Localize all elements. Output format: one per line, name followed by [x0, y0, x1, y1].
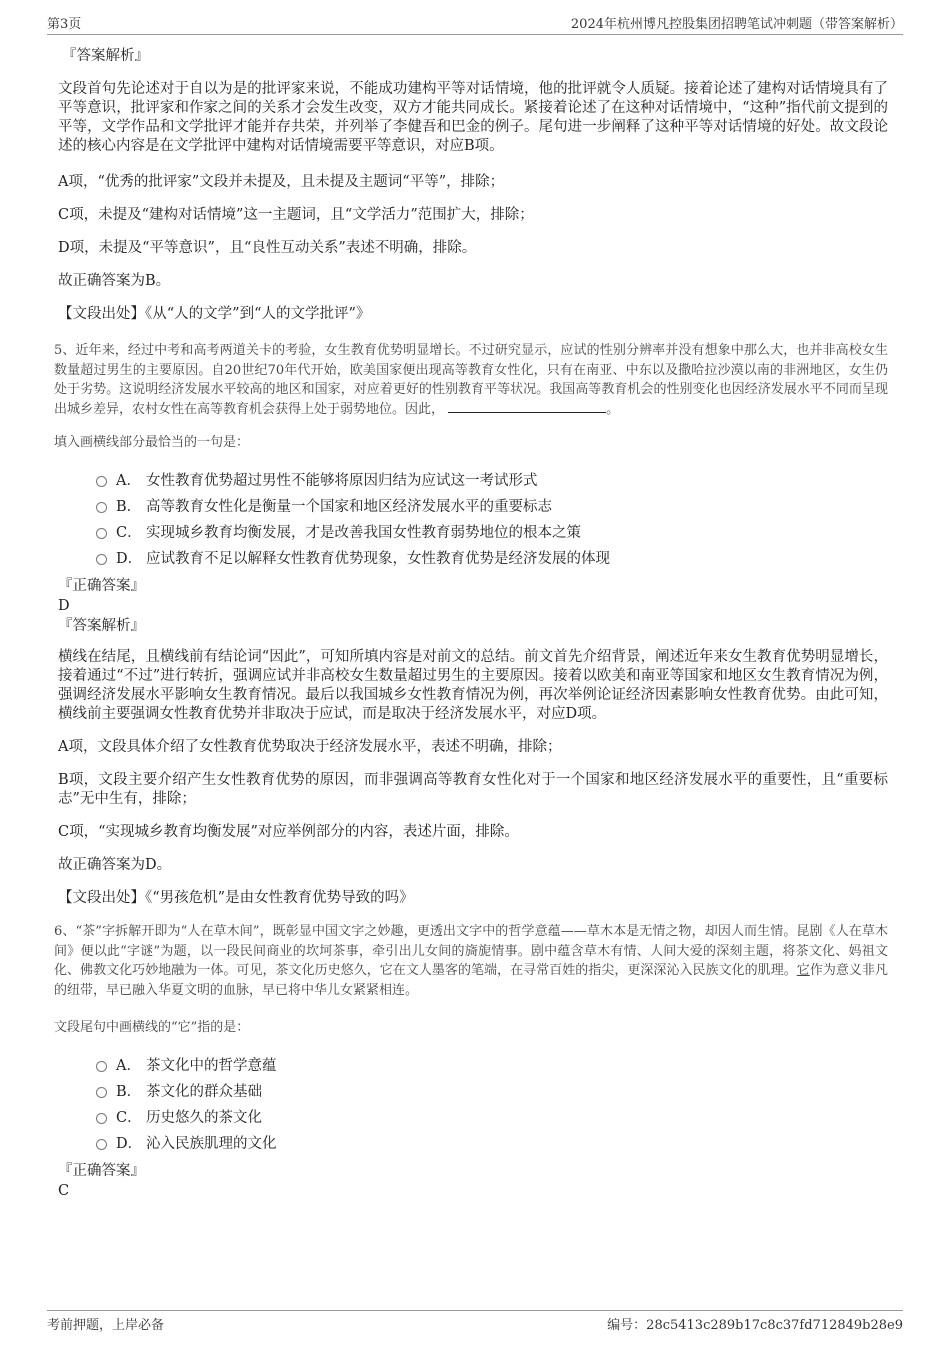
page-footer: [47, 1310, 903, 1333]
q5-stem: 5、近年来，经过中考和高考两道关卡的考验，女生教育优势明显增长。不过研究显示，应试的性别分辨率并没有想象中那么大，也并非高校女生数量超过男生的主要原因。自20世纪70年代开始，欧美国家便出现高等教育女性化，只有在南亚、中东以及撒哈拉沙漠以南的非洲地区，女生仍处于劣势。这说明经济发展水平较高的地区和国家，对应着更好的性别教育平等状况。我国高等教育机会的性别变化也因经济发展水平不同而呈现出城乡差异，农村女性在高等教育机会获得上处于弱势地位。因此， 。: [54, 343, 888, 417]
page-number: 第3页: [47, 17, 82, 32]
q6-options: [58, 1051, 888, 1155]
q4-option-d-explanation: D项，未提及“平等意识”，且“良性互动关系”表述不明确，排除。: [58, 240, 477, 256]
q4-analysis-label: 『答案解析』: [62, 48, 149, 64]
q4-final-answer: 故正确答案为B。: [58, 273, 171, 289]
page-header: [47, 12, 903, 35]
q4-option-c-explanation: C项，未提及“建构对话情境”这一主题词，且“文学活力”范围扩大，排除；: [58, 207, 534, 223]
document-code: 编号：28c5413c289b17c8c37fd712849b28e9: [607, 1318, 903, 1333]
q5-options: [58, 466, 888, 570]
q6-stem: 6、“茶”字拆解开即为“人在草木间”，既彰显中国文字之妙趣，更透出文字中的哲学意蕴——草木本是无情之物，却因人而生情。昆剧《人在草木间》便以此“字谜”为题，以一段民间商业的坎坷茶事，牵引出儿女间的旖旎情事。剧中蕴含草木有情、人间大爱的深刻主题，将茶文化、妈祖文化、佛教文化巧妙地融为一体。可见，茶文化历史悠久，它在文人墨客的笔端，在寻常百姓的指尖，更深深沁入民族文化的肌理。它作为意义非凡的纽带，早已融入华夏文明的血脉，早已将中华儿女紧紧相连。: [54, 924, 888, 998]
q5-analysis-text: 横线在结尾，且横线前有结论词“因此”，可知所填内容是对前文的总结。前文首先介绍背景，阐述近年来女生教育优势明显增长，接着通过“不过”进行转折，强调应试并非高校女生数量超过男生的主要原因。接着以欧美和南亚等国家和地区女生教育情况为例，强调经济发展水平影响女生教育情况。最后以我国城乡女性教育情况为例，再次举例论证经济因素影响女性教育优势。由此可知，横线前主要强调女性教育优势并非取决于应试，而是取决于经济发展水平，对应D项。: [58, 649, 888, 722]
q5-option-a[interactable]: A． 女性教育优势超过男性不能够将原因归结为应试这一考试形式: [96, 466, 888, 492]
radio-icon[interactable]: [96, 1061, 107, 1072]
q4-analysis-text: 文段首句先论述对于自以为是的批评家来说，不能成功建构平等对话情境，他的批评就令人质疑。接着论述了建构对话情境具有了平等意识，批评家和作家之间的关系才会发生改变，双方才能共同成长。紧接着论述了在这种对话情境中，“这种”指代前文提到的平等，文学作品和文学批评才能并存共荣，并列举了李健吾和巴金的例子。尾句进一步阐释了这种平等对话情境的好处。故文段论述的核心内容是在文学批评中建构对话情境需要平等意识，对应B项。: [58, 81, 888, 154]
q6-option-c[interactable]: C． 历史悠久的茶文化: [96, 1103, 888, 1129]
q6-correct-label: 『正确答案』: [58, 1163, 145, 1179]
q5-source: 【文段出处】《“男孩危机”是由女性教育优势导致的吗》: [58, 890, 414, 906]
radio-icon[interactable]: [96, 554, 107, 565]
q5-option-c[interactable]: C． 实现城乡教育均衡发展，才是改善我国女性教育弱势地位的根本之策: [96, 518, 888, 544]
radio-icon[interactable]: [96, 1087, 107, 1098]
radio-icon[interactable]: [96, 476, 107, 487]
q6-underlined-word: 它: [796, 963, 810, 978]
radio-icon[interactable]: [96, 528, 107, 539]
q6-option-d[interactable]: D． 沁入民族肌理的文化: [96, 1129, 888, 1155]
radio-icon[interactable]: [96, 1139, 107, 1150]
footer-slogan: 考前押题，上岸必备: [47, 1318, 165, 1333]
q5-analysis-label: 『答案解析』: [58, 618, 145, 634]
q5-final-answer: 故正确答案为D。: [58, 857, 172, 873]
page-content: [54, 46, 888, 1201]
radio-icon[interactable]: [96, 1113, 107, 1124]
q5-option-b[interactable]: B． 高等教育女性化是衡量一个国家和地区经济发展水平的重要标志: [96, 492, 888, 518]
q6-prompt: 文段尾句中画横线的“它”指的是：: [54, 1020, 250, 1035]
q4-source: 【文段出处】《从“人的文学”到“人的文学批评”》: [58, 306, 371, 322]
q5-option-d[interactable]: D． 应试教育不足以解释女性教育优势现象，女性教育优势是经济发展的体现: [96, 544, 888, 570]
q5-fill-blank: [448, 400, 606, 413]
q5-prompt: 填入画横线部分最恰当的一句是：: [54, 435, 250, 450]
q5-option-c-explanation: C项，“实现城乡教育均衡发展”对应举例部分的内容，表述片面，排除。: [58, 824, 519, 840]
q6-option-b[interactable]: B． 茶文化的群众基础: [96, 1077, 888, 1103]
document-title: 2024年杭州博凡控股集团招聘笔试冲刺题（带答案解析）: [570, 17, 903, 32]
q6-correct-answer: C: [58, 1183, 70, 1199]
q5-option-a-explanation: A项，文段具体介绍了女性教育优势取决于经济发展水平，表述不明确，排除；: [58, 739, 562, 755]
q5-correct-answer: D: [58, 598, 70, 614]
q6-option-a[interactable]: A． 茶文化中的哲学意蕴: [96, 1051, 888, 1077]
radio-icon[interactable]: [96, 502, 107, 513]
q4-option-a-explanation: A项，“优秀的批评家”文段并未提及，且未提及主题词“平等”，排除；: [58, 174, 505, 190]
q5-correct-label: 『正确答案』: [58, 578, 145, 594]
q5-option-b-explanation: B项，文段主要介绍产生女性教育优势的原因，而非强调高等教育女性化对于一个国家和地区经济发展水平的重要性，且“重要标志”无中生有，排除；: [58, 772, 888, 807]
